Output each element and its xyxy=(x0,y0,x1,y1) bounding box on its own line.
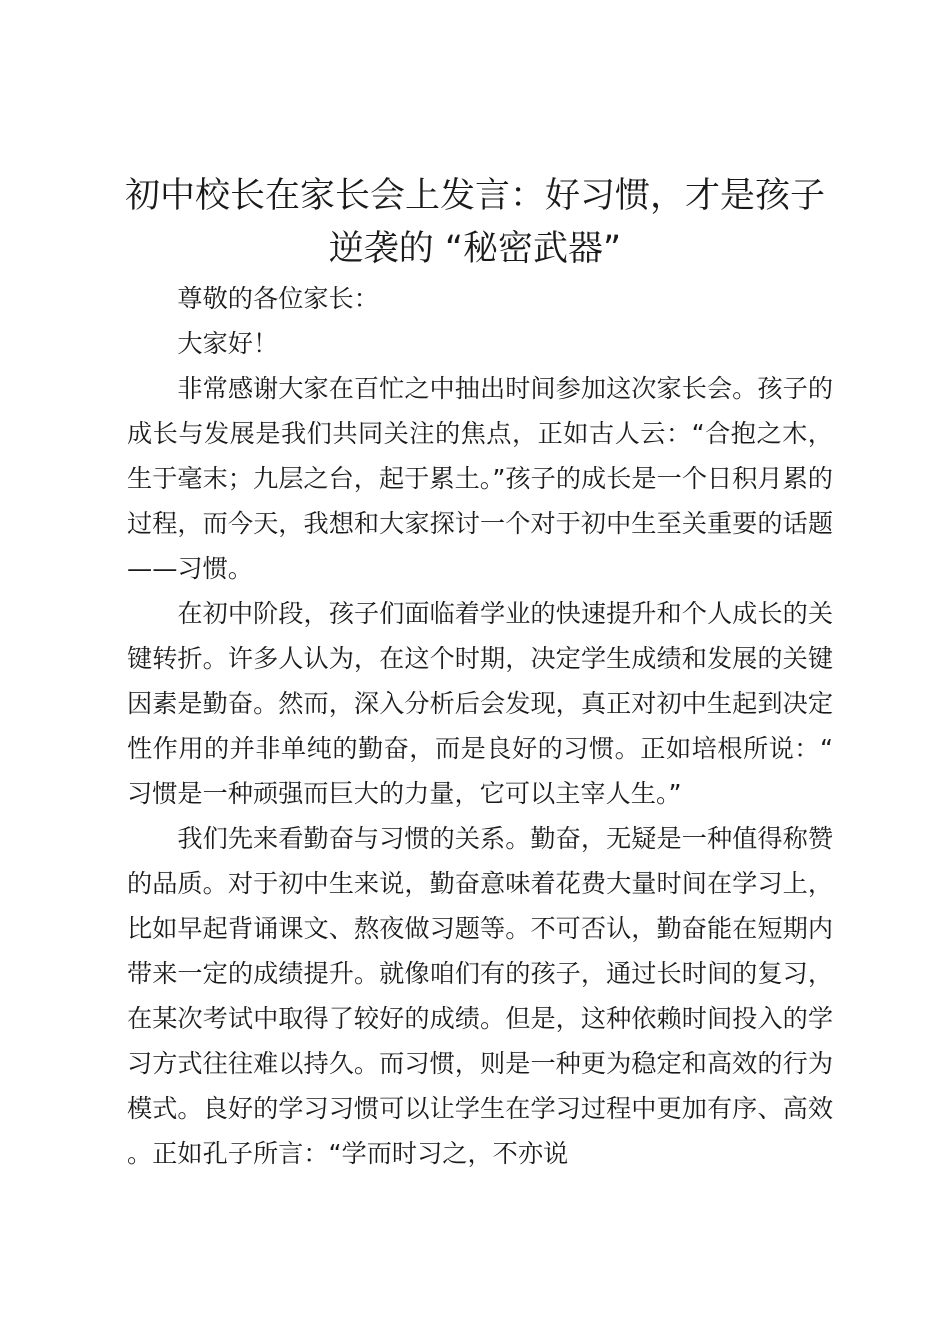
salutation: 尊敬的各位家长： xyxy=(177,284,379,313)
greeting: 大家好！ xyxy=(177,329,279,358)
title-line-2: 逆袭的 “秘密武器” xyxy=(328,229,622,269)
paragraph: 我们先来看勤奋与习惯的关系。勤奋，无疑是一种值得称赞的品质。对于初中生来说，勤奋意味着花费大量时间在学习上，比如早起背诵课文、熬夜做习题等。不可否认，勤奋能在短期内带来一定的成绩提升。就像咱们有的孩子，通过长时间的复习，在某次考试中取得了较好的成绩。但是，这种依赖时间投入的学习方式往往难以持久。而习惯，则是一种更为稳定和高效的行为模式。良好的学习习惯可以让学生在学习过程中更加有序、高效。正如孔子所言：“学而时习之，不亦说 xyxy=(127,824,833,1168)
paragraph: 非常感谢大家在百忙之中抽出时间参加这次家长会。孩子的成长与发展是我们共同关注的焦点，正如古人云：“合抱之木，生于毫末；九层之台，起于累土。”孩子的成长是一个日积月累的过程，而今天，我想和大家探讨一个对于初中生至关重要的话题——习惯。 xyxy=(127,374,833,583)
document-title xyxy=(100,170,850,276)
document-body xyxy=(127,276,833,1176)
title-line-1: 初中校长在家长会上发言：好习惯，才是孩子 xyxy=(124,176,825,216)
paragraph: 在初中阶段，孩子们面临着学业的快速提升和个人成长的关键转折。许多人认为，在这个时期，决定学生成绩和发展的关键因素是勤奋。然而，深入分析后会发现，真正对初中生起到决定性作用的并非单纯的勤奋，而是良好的习惯。正如培根所说：“习惯是一种顽强而巨大的力量，它可以主宰人生。” xyxy=(127,599,833,808)
